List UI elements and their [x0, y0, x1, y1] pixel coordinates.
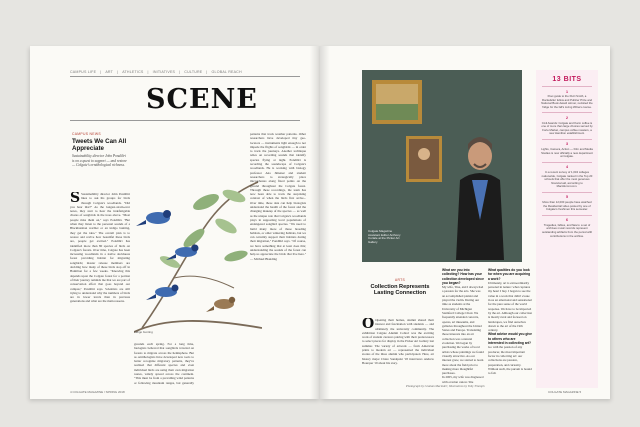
qa-answer: Ultimately, art is extraordinarily personal in nature: what captures my heart I buy. I began to see the value in a work that didn't evoke in us an emotional and sensational for the pure sense of the world response. We have to be impacted by the art. Although our collection is mostly rural and focused on landscapes, we find ourselves drawn to the art of the 19th century.: [488, 280, 532, 333]
bird-tail: [136, 220, 146, 226]
section-nav-item: ART: [105, 70, 114, 74]
body-text: patterns that track weather patterns. Other researchers have developed tiny geo-locators — instruments light enough to not impede the flights of songbirds — in order to track the journeys. Another technique relies on recording sounds that identify species flying at night. Pondiliri is recording the soundscape of Colgate's woodlands. He is working with biology professor Ana Jimenez and student researchers to strategically place microphones along fixed points on the ground throughout the Colgate forest. Through these recordings, the team has now been able to track the surprising contrast of when the birds first arrive... Over time, these data can help biologists understand the health of the forest and the changing makeup of the species — as well as the unique role that Colgate's woodlands plays in supporting local populations of endangered songbird species. "We need to build many more of these breeding habitats, or other wintering habitats, but we can certainly support their habitats during their migration," Pondiliri says. "Of course, we have something that at least does this; understanding the sounds of the forest can help us appreciate the birds that live here." — Michael Blanding: [250, 132, 306, 261]
page-title: SCENE: [146, 84, 258, 115]
branch: [134, 321, 262, 332]
leaf: [158, 254, 181, 271]
top-rule: [70, 76, 300, 77]
arts-body: [362, 318, 434, 382]
title-rule: [70, 120, 300, 121]
section-nav-item: CULTURE: [184, 70, 203, 74]
section-nav-item: GLOBAL REACH: [211, 70, 242, 74]
bird-tail: [206, 306, 214, 312]
bit-number: 1: [566, 89, 568, 94]
qa-column-1: [442, 268, 484, 384]
qa-column-2: [488, 268, 532, 384]
bird-head: [192, 245, 199, 252]
eyebrow: ARTS: [394, 278, 406, 282]
bird-tail: [146, 294, 156, 300]
bit-item: [536, 143, 598, 158]
section-nav-item: INITIATIVES: [152, 70, 176, 74]
campus-news-intro: [72, 132, 128, 168]
bird-illustration: [134, 178, 262, 334]
face: [468, 142, 492, 170]
qa-answer: My wife, Tina, and I always had a passion for the arts. She was an accomplished pianist and played the violin. During our time as students at the University of Michigan Stamford College Choir. We frequently attended concerts, operas, art museums, and galleries throughout the United States and Europe. Translating those interests into an art collection was a natural evolution. We began by purchasing the works of local artists whose paintings we found visually attractive. As our interest grew, we started to learn more about the field prior to making more thoughtful purchases.: [442, 285, 484, 376]
page-gutter: [310, 46, 330, 399]
bit-number: 5: [566, 195, 568, 200]
article-headline: Collection Represents Lasting Connection: [370, 284, 430, 297]
painting-landscape: [376, 104, 418, 120]
bird-head: [229, 297, 235, 303]
bit-text: In a recent survey of 1,034 colleges nationwide, Colgate ranked in the Top 20 schools that offer the most generous financial aid, according to MacAlumni.com.: [541, 169, 593, 189]
qa-question: What qualities do you look for when you are acquiring a work?: [488, 268, 531, 281]
folio: 4 COLGATE MAGAZINE / SPRING 2018: [70, 390, 125, 394]
qa-question: What advice would you give to others who are interested in collecting art?: [488, 332, 532, 346]
bit-number: 4: [566, 165, 568, 170]
bits-title: 13 BITS: [552, 76, 582, 83]
bit-text: Lights, Camera, Action — Film and Media Studies is now officially a new department at Colgate.: [541, 147, 593, 159]
divider: [542, 139, 592, 140]
painting-figure: [418, 148, 430, 160]
drop-cap: O: [362, 318, 375, 332]
bit-text: More than 12,000 people have watched the Residential video posted by one of Colgate's freshmen this semester.: [542, 199, 592, 212]
photo-caption: Colgate Magazine Assistant Editor Anthony Curiale at the Picker Art Gallery: [368, 229, 401, 244]
bit-text: Civil Awards: Colgate and Karm coffee is one of more than large choices served by Forte Market, campus coffee roasters, a new Hamilton establishment.: [541, 120, 593, 136]
magazine-spread: [30, 46, 610, 399]
leaf: [223, 249, 249, 264]
eyebrow: CAMPUS NEWS: [72, 132, 101, 136]
qa-answer: In 2005, my wife was diagnosed with ovarian cancer. She: [442, 375, 484, 384]
qa-question: What are you into collecting? How has your collection developed since you began?: [442, 268, 484, 285]
body-column-3: [250, 132, 306, 386]
body-text: Opening their homes, alumni shared their interest and fascination with students — and ultimately the university community. The exhibition Colgate Alumni Collect was the exciting work of student curators pairing with their predecessors to select pieces for display in the Picker Art Gallery last summer. The variety of artwork — from American prints to modern art — represented the individual stories of the three alumni who participated. Here, art history major Claire Sandquist '18 interviews Andrew Bourque '19 about his story.: [362, 318, 434, 365]
left-page: [30, 46, 320, 399]
bits-sidebar: [536, 70, 598, 388]
section-nav-item: CAMPUS LIFE: [70, 70, 97, 74]
body-text: Sustainability director John Pondiliri likes to ask his groups for birds through Colgate's woodlands. "Did you hear that?" As the longest-strain-ever notes, they start to hear the indefatigable chorus of songbirds in the trees above. "Most people miss them on," says Pondiliri. "But when they listen to the personal sounds of a Blackburnian warbler or an indigo bunting, they get the idea." The overall plan is to restore and revive how beautiful these birds are, people get excited." Pondiliri has identified more than 80 species of birds on Colgate's forests. Over time, Colgate has been increasing woodlands in a native deciduous forest providing habitat for migrating songbirds; master release members are deciding how many of these birds stop off in Hamilton for a few weeks. "Knowing this depends upon the Colgate forest for a portion of their journey reminds me that we are part of conservation effort that goes beyond our campus," Pondiliri says. Scientists are still trying to understand why the numbers of birds are in lower levels than in previous generations and what are the main reasons.: [70, 192, 130, 304]
leaf: [213, 216, 239, 237]
bit-text: Tragedies, fables, and fiasco: a set of archives music records represent outstanding artifacts from the period with contributions in the archive.: [541, 222, 593, 238]
divider: [542, 162, 592, 163]
bit-number: 2: [566, 115, 568, 120]
section-nav-item: ATHLETICS: [122, 70, 144, 74]
bird-head: [172, 285, 179, 292]
bit-number: 6: [566, 218, 568, 223]
bit-text: Poet guide to the Petri Smith, a Rockefeller fellow and Pulitzer Prize and National Book Award winner, revisited the fridge for the fall's Living Writers course.: [541, 94, 593, 109]
qa-answer: Go with the passion of any producer, the most important factor in collecting art: our collections are passion, preparation, and curiosity. Without such, the pursuit is bound to fail.: [488, 345, 532, 376]
drop-cap: S: [70, 192, 81, 206]
divider: [542, 192, 592, 193]
article-headline: Tweets We Can All Appreciate: [72, 138, 127, 152]
body-text: grounds each spring. For a long time, biologists believed that songbirds traveled on forests to migrate across the hemisphere. But as ornithologists have developed new tools to better recognize migratory patterns, they've realized that different species and even individual birds are using their own migration routes, widely spread across the continent. "This must be from a prevailing wind patterns or following mountain ranges, but generally: [134, 342, 194, 385]
bit-item: [536, 117, 598, 136]
divider: [542, 112, 592, 113]
leaf: [191, 191, 221, 214]
photo-credit: Photograph by Graham Macinder; Illustrations by Toby Triumph: [406, 384, 485, 388]
section-nav: CAMPUS LIFE | ART | ATHLETICS | INITIATIVES | CULTURE | GLOBAL REACH: [70, 70, 242, 74]
branch: [174, 276, 234, 288]
art-caption: Indigo bunting: [134, 330, 153, 334]
bit-item: [536, 219, 598, 238]
body-column-1: [70, 192, 130, 382]
body-column-2: [134, 342, 194, 386]
divider: [542, 215, 592, 216]
divider: [542, 86, 592, 87]
bit-item: [536, 91, 598, 110]
bit-item: [536, 196, 598, 211]
body-column-top: [136, 132, 240, 172]
bird-head: [163, 210, 171, 218]
folio: COLGATE MAGAZINE 5: [548, 390, 582, 394]
bit-item: [536, 166, 598, 189]
article-dek: Sustainability director John Pondiliri is on a quest to support — and restore — Colgate's ornithological richness.: [72, 154, 127, 168]
right-page: [320, 46, 610, 399]
bit-number: 3: [566, 142, 568, 147]
arts-intro: [370, 278, 430, 297]
